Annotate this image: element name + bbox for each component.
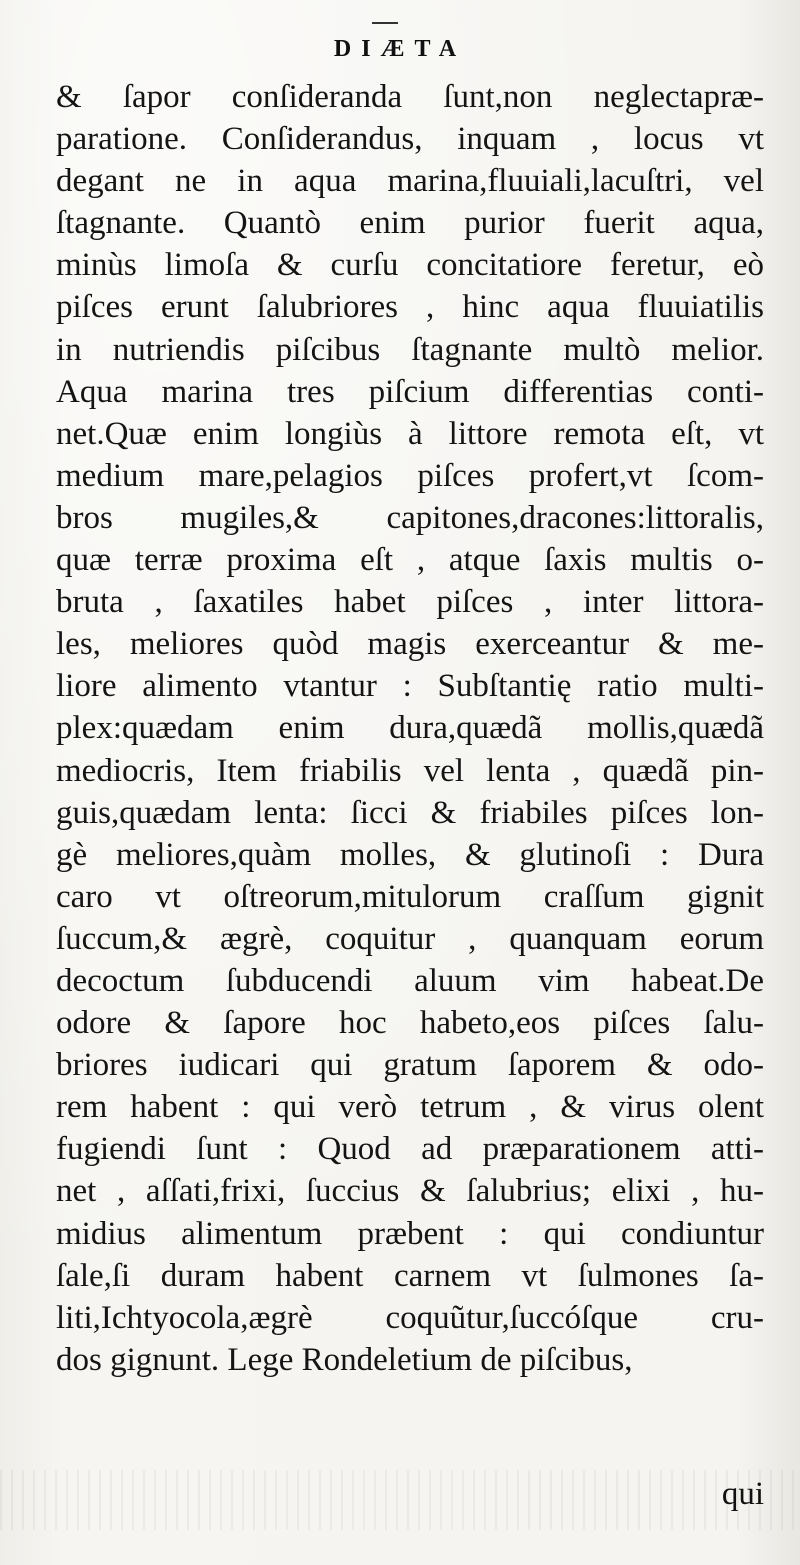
text-line: degant ne in aqua marina,fluuiali,lacuſtri, vel: [56, 163, 764, 200]
text-line: fugiendi ſunt : Quod ad præparationem atti-: [56, 1131, 764, 1168]
text-line: briores iudicari qui gratum ſaporem & odo-: [56, 1047, 764, 1084]
text-line: minùs limoſa & curſu concitatiore feretur, eò: [56, 247, 764, 284]
text-line: medium mare,pelagios piſces profert,vt ſcom-: [56, 457, 764, 494]
running-head-rule: [372, 22, 398, 24]
text-line: odore & ſapore hoc habeto,eos piſces ſalu-: [56, 1005, 764, 1042]
text-line: rem habent : qui verò tetrum , & virus olent: [56, 1089, 764, 1126]
text-line: net.Quæ enim longiùs à littore remota eſt, vt: [56, 415, 764, 452]
text-line: les, meliores quòd magis exerceantur & me-: [56, 626, 764, 663]
bleed-through-texture: [0, 1470, 800, 1530]
text-line: dos gignunt. Lege Rondeletium de piſcibus,: [56, 1341, 633, 1378]
text-line: bruta , ſaxatiles habet piſces , inter littora-: [56, 584, 764, 621]
text-line: bros mugiles,& capitones,dracones:littoralis,: [56, 499, 764, 536]
page-body: [56, 76, 764, 1381]
text-line: ſuccum,& ægrè, coquitur , quanquam eorum: [56, 920, 764, 957]
text-line: caro vt oſtreorum,mitulorum craſſum gignit: [56, 878, 764, 915]
text-line: ſale,ſi duram habent carnem vt ſulmones ſa-: [56, 1257, 764, 1294]
text-line: decoctum ſubducendi aluum vim habeat.De: [56, 962, 764, 999]
text-line: quæ terræ proxima eſt , atque ſaxis multis o-: [56, 542, 764, 579]
text-line: gè meliores,quàm molles, & glutinoſi : Dura: [56, 836, 764, 873]
text-line: in nutriendis piſcibus ſtagnante multò melior.: [56, 331, 764, 368]
text-line: midius alimentum præbent : qui condiuntur: [56, 1215, 764, 1252]
text-line: ſtagnante. Quantò enim purior fuerit aqua,: [56, 205, 764, 242]
text-line: mediocris, Item friabilis vel lenta , quædã pin-: [56, 752, 764, 789]
text-line: plex:quædam enim dura,quædã mollis,quædã: [56, 710, 764, 747]
text-line: guis,quædam lenta: ſicci & friabiles piſces lon-: [56, 794, 764, 831]
text-line: piſces erunt ſalubriores , hinc aqua fluuiatilis: [56, 289, 764, 326]
text-line: paratione. Conſiderandus, inquam , locus vt: [56, 121, 764, 158]
text-line: Aqua marina tres piſcium differentias conti-: [56, 373, 764, 410]
text-line: & ſapor conſideranda ſunt,non neglectapræ-: [56, 79, 764, 115]
text-line: liore alimento vtantur : Subſtantię ratio multi-: [56, 668, 764, 705]
text-line: net , aſſati,frixi, ſuccius & ſalubrius; elixi , hu-: [56, 1173, 764, 1210]
running-head: DIÆTA: [333, 36, 467, 62]
catchword: qui: [721, 1476, 764, 1512]
text-line: liti,Ichtyocola,ægrè coquũtur,ſuccóſque cru-: [56, 1299, 764, 1336]
